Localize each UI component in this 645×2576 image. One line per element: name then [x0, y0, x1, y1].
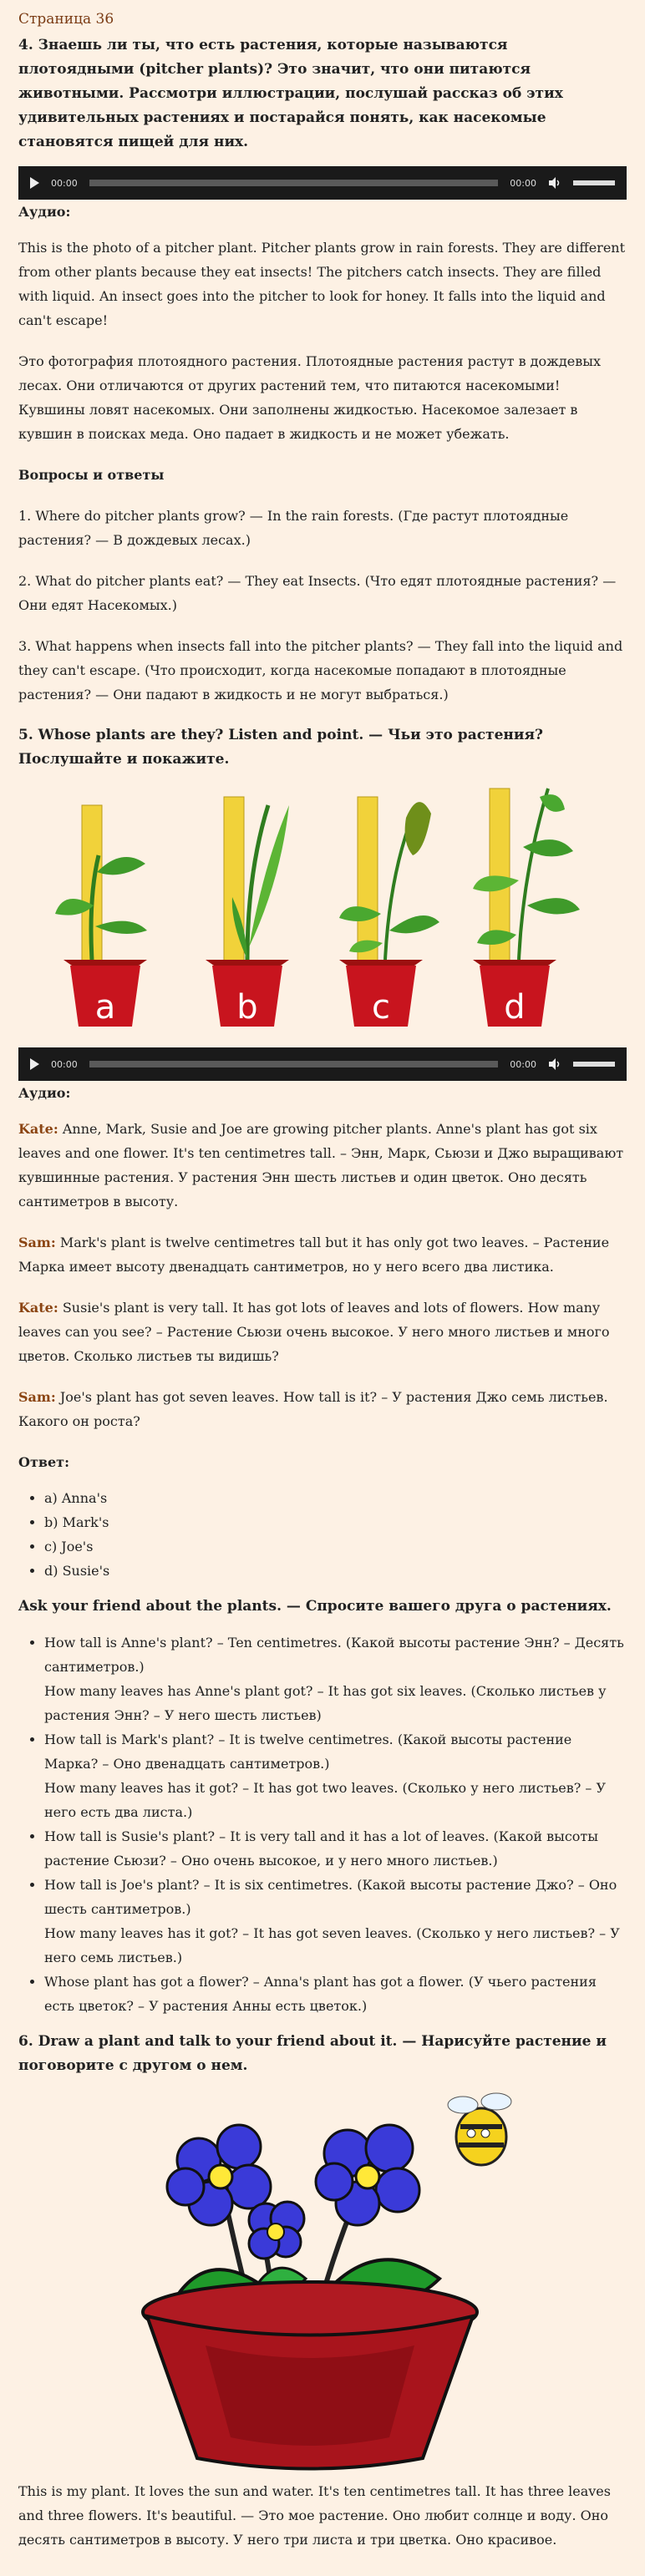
list-item	[44, 1630, 627, 1727]
audio-label-2: Аудио:	[18, 1085, 71, 1101]
pot-b	[206, 797, 289, 1027]
task5-heading: 5. Whose plants are they? Listen and point. — Чьи это растения? Послушайте и покажите.	[18, 727, 543, 768]
page-number: Страница 36	[18, 11, 114, 28]
qa-item-3: 3. What happens when insects fall into the pitcher plants? — They fall into the liquid and they can't escape. (Что происходит, когда насекомые попадают в плотоядные растения? — Они падают в жидкость и не могут выбраться.)	[18, 638, 623, 702]
speaker-name: Sam:	[18, 1235, 56, 1250]
ask-line: • How tall is Joe's plant? – It is six centimetres. (Какой высоты растение Джо? – Оно шесть сантиметров.)	[44, 1877, 617, 1917]
list-item	[44, 1824, 627, 1873]
audio-label-1: Аудио:	[18, 204, 71, 220]
task4-english-text: This is the photo of a pitcher plant. Pitcher plants grow in rain forests. They are different from other plants because they eat insects! The pitchers catch insects. They are filled with liquid. An insect goes into the pitcher to look for honey. It falls into the liquid and can't escape!	[18, 240, 626, 328]
pot-a	[55, 805, 147, 1027]
flower-pot	[143, 2282, 477, 2469]
list-item: • c) Joe's	[44, 1534, 627, 1559]
duration: 00:00	[510, 177, 536, 189]
ask-line: How many leaves has Anne's plant got? – It has got six leaves. (Сколько листьев у растения Энн? – У него шесть листьев)	[44, 1683, 607, 1723]
speaker-name: Sam:	[18, 1389, 56, 1405]
ask-line: • How tall is Anne's plant? – Ten centimetres. (Какой высоты растение Энн? – Десять сантиметров.)	[44, 1635, 624, 1675]
qa-heading: Вопросы и ответы	[18, 467, 165, 483]
list-item	[44, 1873, 627, 1970]
dialogue-text: Mark's plant is twelve centimetres tall but it has only got two leaves. – Растение Марка имеет высоту двенадцать сантиметров, но у него всего два листика.	[18, 1235, 610, 1275]
list-item	[44, 1727, 627, 1824]
dialogue-text: Susie's plant is very tall. It has got lots of leaves and lots of flowers. How many leaves can you see? – Растение Сьюзи очень высокое. У него много листьев и много цветов. Сколько листьев ты видишь?	[18, 1300, 610, 1364]
volume-slider[interactable]	[573, 180, 615, 185]
list-item	[44, 1970, 627, 2018]
list-item: • a) Anna's	[44, 1486, 627, 1510]
qa-item-2: 2. What do pitcher plants eat? — They eat Insects. (Что едят плотоядные растения? — Они едят Насекомых.)	[18, 573, 617, 613]
current-time: 00:00	[51, 1058, 78, 1070]
ask-line: • Whose plant has got a flower? – Anna's plant has got a flower. (У чьего растения есть цветок? – У растения Анны есть цветок.)	[44, 1974, 597, 2014]
volume-icon[interactable]	[548, 1057, 561, 1071]
play-icon[interactable]	[30, 1058, 39, 1070]
answer-heading: Ответ:	[18, 1454, 69, 1470]
speaker-name: Kate:	[18, 1300, 58, 1316]
flower-pot-illustration	[18, 2078, 627, 2479]
flower-pot-image	[89, 2078, 556, 2479]
audio-player-1	[18, 166, 627, 200]
pot-letter-b: b	[236, 988, 258, 1027]
current-time: 00:00	[51, 177, 78, 189]
task4-russian-text: Это фотография плотоядного растения. Плотоядные растения растут в дождевых лесах. Они отличаются от других растений тем, что питаются насекомыми! Кувшины ловят насекомых. Они заполнены жидкостью. Насекомое залезает в кувшин в поисках меда. Оно падает в жидкость и не может убежать.	[18, 353, 601, 442]
plants-illustration	[18, 772, 627, 1047]
ask-line: • How tall is Mark's plant? – It is twelve centimetres. (Какой высоты растение Марка? – Оно двенадцать сантиметров.)	[44, 1732, 572, 1772]
volume-slider[interactable]	[573, 1062, 615, 1067]
pot-letter-d: d	[504, 988, 526, 1027]
task4-heading: 4. Знаешь ли ты, что есть растения, которые называются плотоядными (pitcher plants)? Это значит, что они питаются животными. Рассмотри иллюстрации, послушай рассказ об этих удивительных растениях и постарайся понять, как насекомые становятся пищей для них.	[18, 37, 563, 150]
dialogue-text: Anne, Mark, Susie and Joe are growing pitcher plants. Anne's plant has got six leaves and one flower. It's ten centimetres tall. – Энн, Марк, Сьюзи и Джо выращивают кувшинные растения. У растения Энн шесть листьев и один цветок. Оно десять сантиметров в высоту.	[18, 1121, 624, 1209]
ask-line: • How tall is Susie's plant? – It is very tall and it has a lot of leaves. (Какой высоты растение Сьюзи? – Оно очень высокое, и у него много листьев.)	[44, 1828, 598, 1869]
ask-line: How many leaves has it got? – It has got two leaves. (Сколько у него листьев? – У него есть два листа.)	[44, 1780, 607, 1820]
pitcher-plants-image	[38, 772, 607, 1047]
progress-track[interactable]	[89, 1061, 499, 1067]
pot-d	[473, 789, 580, 1027]
bee-icon	[448, 2093, 511, 2165]
dialogue-line-1	[18, 1117, 627, 1214]
pot-c	[339, 797, 439, 1027]
dialogue-line-2	[18, 1230, 627, 1279]
dialogue-line-4	[18, 1385, 627, 1433]
list-item: • d) Susie's	[44, 1559, 627, 1583]
ask-heading: Ask your friend about the plants. — Спросите вашего друга о растениях.	[18, 1598, 612, 1615]
duration: 00:00	[510, 1058, 536, 1070]
volume-icon[interactable]	[548, 176, 561, 190]
dialogue-line-3	[18, 1296, 627, 1368]
dialogue-text: Joe's plant has got seven leaves. How tall is it? – У растения Джо семь листьев. Какого он роста?	[18, 1389, 608, 1429]
progress-track[interactable]	[89, 180, 499, 186]
task6-text: This is my plant. It loves the sun and water. It's ten centimetres tall. It has three leaves and three flowers. It's beautiful. — Это мое растение. Оно любит солнце и воду. Оно десять сантиметров в высоту. У него три листа и три цветка. Оно красивое.	[18, 2483, 611, 2548]
task6-heading: 6. Draw a plant and talk to your friend about it. — Нарисуйте растение и поговорите с другом о нем.	[18, 2033, 607, 2074]
answer-list	[18, 1486, 627, 1583]
ask-list	[18, 1630, 627, 2018]
qa-item-1: 1. Where do pitcher plants grow? — In the rain forests. (Где растут плотоядные растения? — В дождевых лесах.)	[18, 508, 569, 548]
list-item: • b) Mark's	[44, 1510, 627, 1534]
audio-player-2	[18, 1047, 627, 1081]
play-icon[interactable]	[30, 177, 39, 189]
speaker-name: Kate:	[18, 1121, 58, 1137]
pot-letter-a: a	[94, 988, 116, 1027]
pot-letter-c: c	[372, 988, 390, 1027]
ask-line: How many leaves has it got? – It has got seven leaves. (Сколько у него листьев? – У него семь листьев.)	[44, 1925, 620, 1965]
